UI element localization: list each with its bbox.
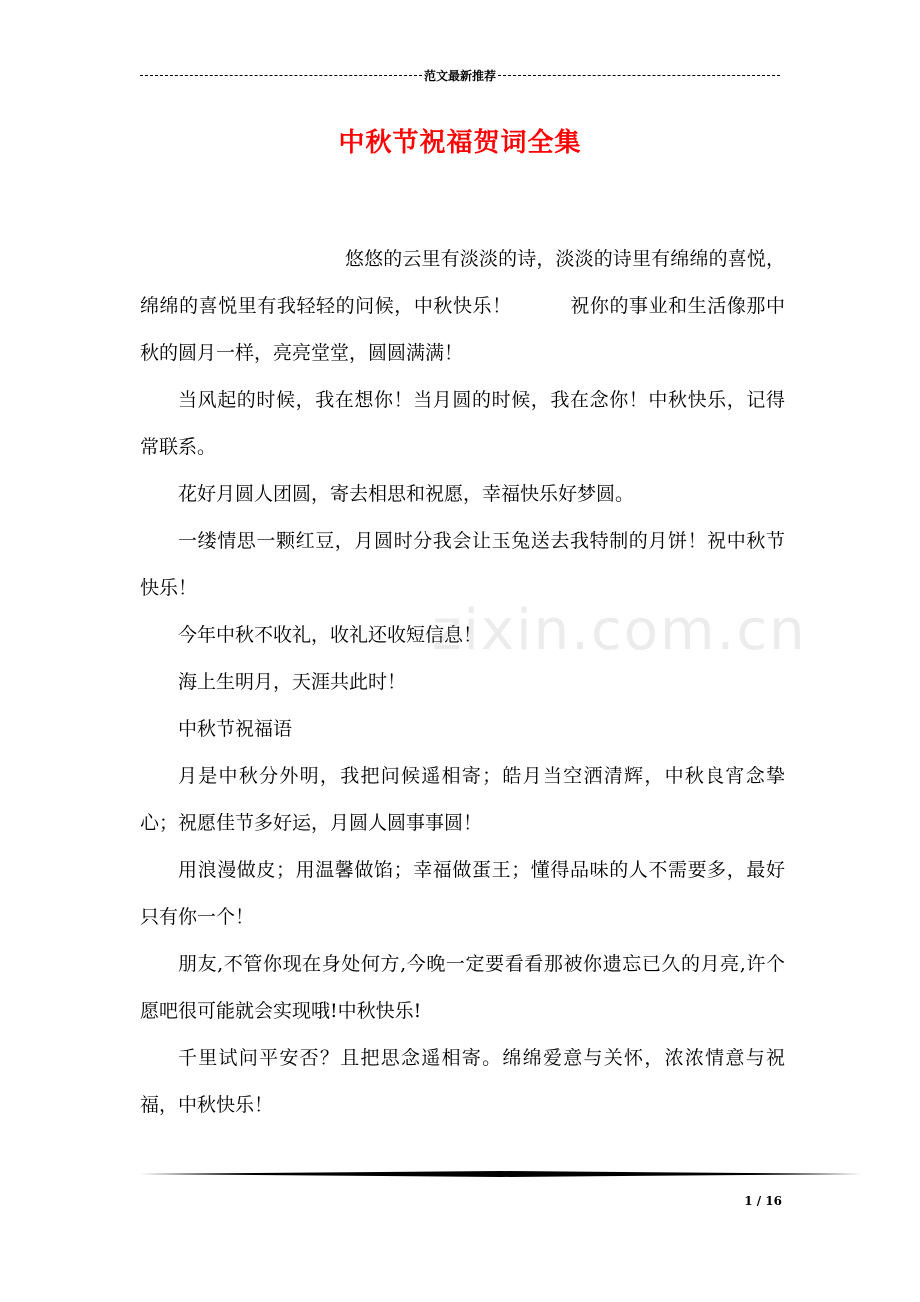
document-body [140, 236, 785, 1129]
paragraph: 当风起的时候，我在想你！当月圆的时候，我在念你！中秋快乐，记得常联系。 [140, 389, 785, 458]
paragraph: 朋友,不管你现在身处何方,今晚一定要看看那被你遗忘已久的月亮,许个愿吧很可能就会实现哦!中秋快乐! [140, 953, 785, 1022]
watermark: zixin.com.cn [432, 598, 807, 663]
paragraph: 今年中秋不收礼，收礼还收短信息！ [178, 624, 483, 646]
paragraph: 海上生明月，天涯共此时！ [178, 671, 407, 693]
paragraph: 一缕情思一颗红豆，月圆时分我会让玉兔送去我特制的月饼！祝中秋节快乐！ [140, 530, 785, 599]
paragraph: 千里试问平安否？且把思念遥相寄。绵绵爱意与关怀，浓浓情意与祝福，中秋快乐！ [140, 1047, 785, 1116]
paragraph: 用浪漫做皮；用温馨做馅；幸福做蛋王；懂得品味的人不需要多，最好只有你一个！ [140, 859, 785, 928]
paragraph: 花好月圆人团圆，寄去相思和祝愿，幸福快乐好梦圆。 [178, 483, 635, 505]
page-number: 1 / 16 [744, 1194, 782, 1208]
document-title: 中秋节祝福贺词全集 [338, 128, 582, 158]
header-dashes-left [140, 75, 422, 76]
footer-divider [140, 1170, 862, 1178]
section-heading: 中秋节祝福语 [178, 718, 293, 740]
paragraph: 月是中秋分外明，我把问候遥相寄；皓月当空洒清辉，中秋良宵念挚心；祝愿佳节多好运，月圆人圆事事圆！ [140, 765, 785, 834]
paragraph: 悠悠的云里有淡淡的诗，淡淡的诗里有绵绵的喜悦，绵绵的喜悦里有我轻轻的问候，中秋快乐！ 祝你的事业和生活像那中秋的圆月一样，亮亮堂堂，圆圆满满！ [140, 248, 785, 364]
page-header [140, 66, 780, 84]
header-text: 范文最新推荐 [424, 68, 497, 83]
header-dashes-right [498, 75, 780, 76]
